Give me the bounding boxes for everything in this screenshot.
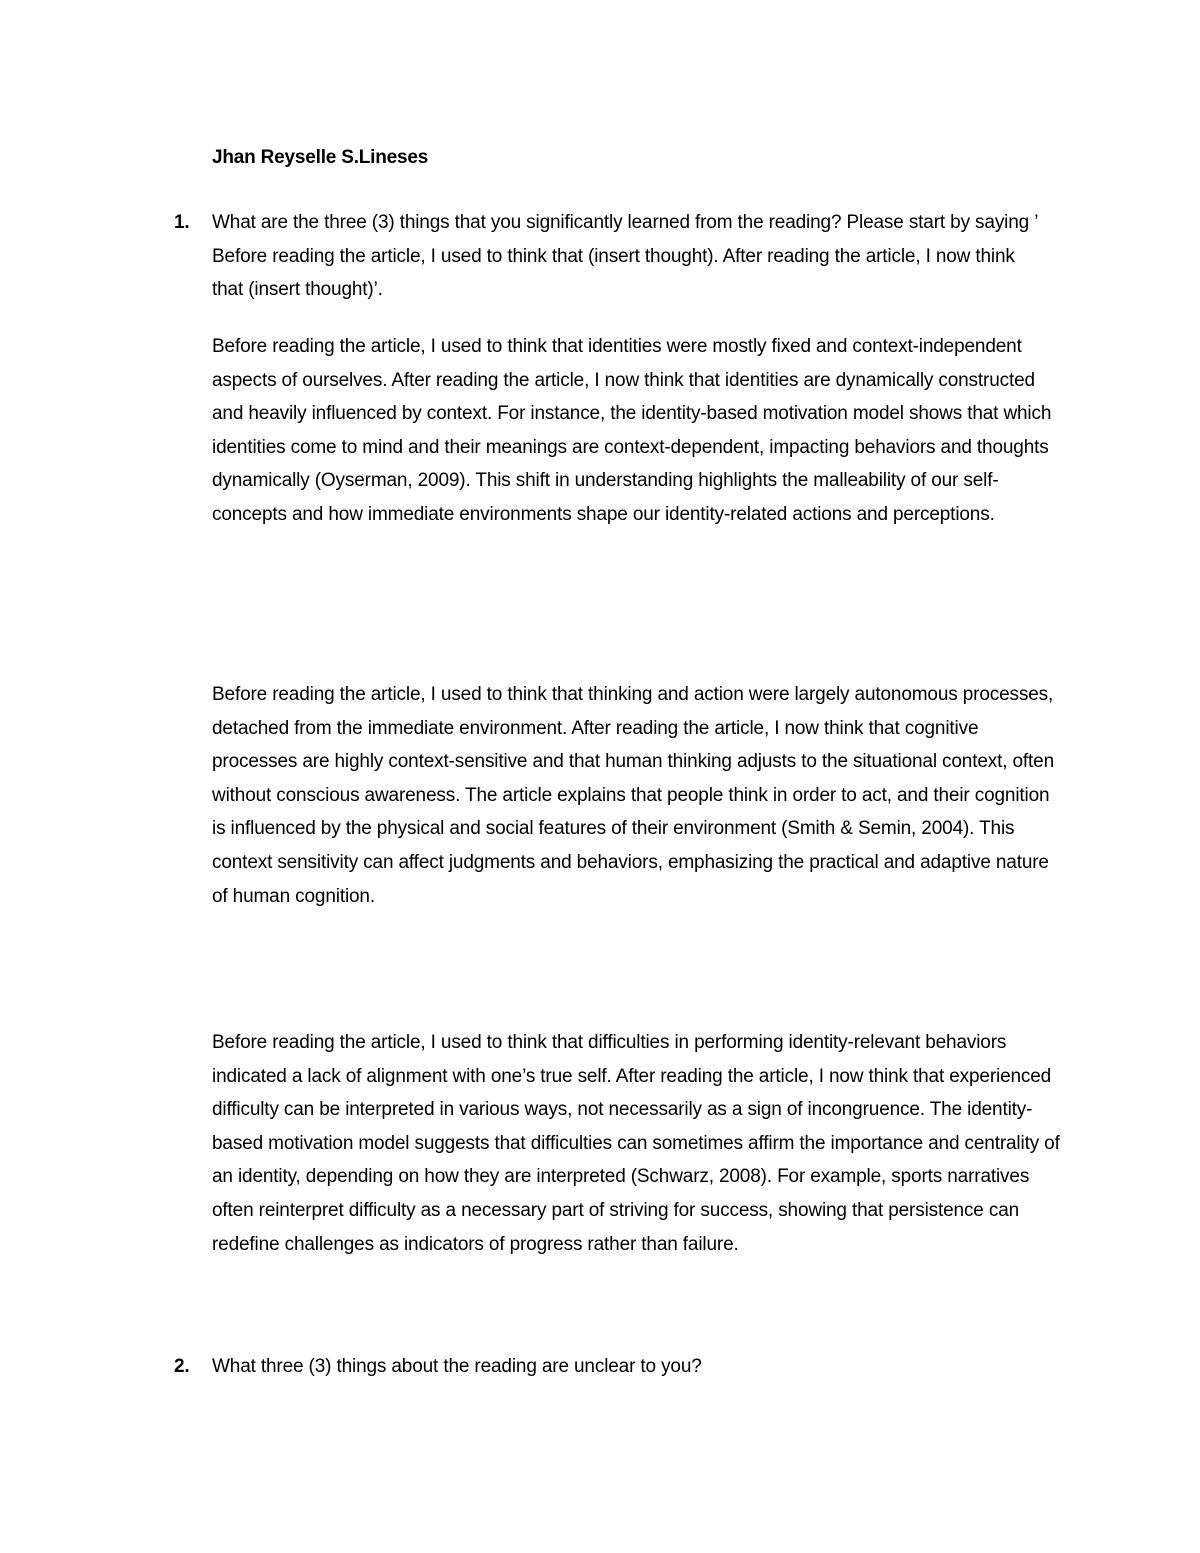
question-2	[170, 1350, 1050, 1384]
question-2-number: 2.	[174, 1356, 190, 1377]
question-1-number: 1.	[174, 212, 190, 233]
question-1-text: What are the three (3) things that you significantly learned from the reading? Please start by saying ’ Before reading the article, I used to think that (insert thought). After reading the article, I now think that (insert thought)’.	[212, 212, 1038, 301]
answer-paragraph-2: Before reading the article, I used to think that thinking and action were largely autonomous processes, detached from the immediate environment. After reading the article, I now think that cognitive processes are highly context-sensitive and that human thinking adjusts to the situational context, often without conscious awareness. The article explains that people think in order to act, and their cognition is influenced by the physical and social features of their environment (Smith & Semin, 2004). This context sensitivity can affect judgments and behaviors, emphasizing the practical and adaptive nature of human cognition.	[212, 684, 1055, 907]
question-2-text: What three (3) things about the reading are unclear to you?	[212, 1356, 702, 1377]
answer-paragraph-1: Before reading the article, I used to think that identities were mostly fixed and context-independent aspects of ourselves. After reading the article, I now think that identities are dynamically constructed and heavily influenced by context. For instance, the identity-based motivation model shows that which identities come to mind and their meanings are context-dependent, impacting behaviors and thoughts dynamically (Oyserman, 2009). This shift in understanding highlights the malleability of our self-concepts and how immediate environments shape our identity-related actions and perceptions.	[212, 336, 1052, 525]
question-1	[170, 206, 1050, 307]
author-name: Jhan Reyselle S.Lineses	[212, 147, 429, 168]
answer-paragraph-3: Before reading the article, I used to think that difficulties in performing identity-relevant behaviors indicated a lack of alignment with one’s true self. After reading the article, I now think that experienced difficulty can be interpreted in various ways, not necessarily as a sign of incongruence. The identity-based motivation model suggests that difficulties can sometimes affirm the importance and centrality of an identity, depending on how they are interpreted (Schwarz, 2008). For example, sports narratives often reinterpret difficulty as a necessary part of striving for success, showing that persistence can redefine challenges as indicators of progress rather than failure.	[212, 1032, 1060, 1255]
